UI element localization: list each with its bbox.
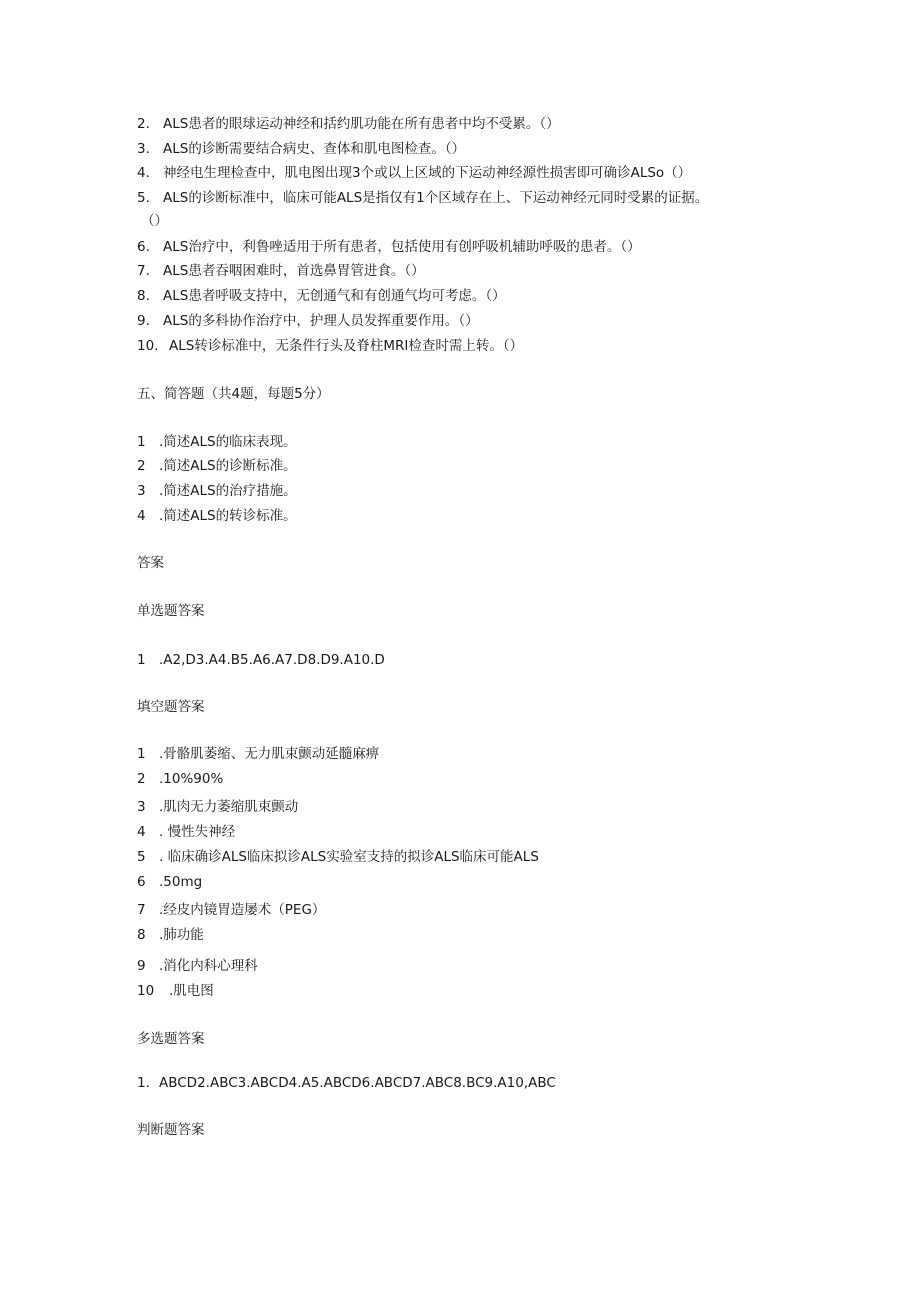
answers-heading: 答案 <box>137 555 164 571</box>
question-number: 10. <box>137 338 159 354</box>
item-number: 2 <box>137 771 146 787</box>
answer-text: .肌电图 <box>169 983 214 999</box>
item-number: 2 <box>137 458 146 474</box>
question-continuation <box>141 211 168 231</box>
fill-blank-item <box>137 956 258 976</box>
answer-text: .骨骼肌萎缩、无力肌束颤动延髓麻痹 <box>159 746 380 762</box>
question-item <box>137 336 523 356</box>
item-text: .简述ALS的转诊标准。 <box>159 508 297 524</box>
question-text: ALS治疗中，利鲁唑适用于所有患者，包括使用有创呼吸机辅助呼吸的患者。（） <box>163 239 641 255</box>
item-text: .简述ALS的临床表现。 <box>159 434 297 450</box>
question-number: 2. <box>137 116 150 132</box>
item-number: 3 <box>137 799 146 815</box>
fill-blank-item <box>137 981 214 1001</box>
answer-text: . 临床确诊ALS临床拟诊ALS实验室支持的拟诊ALS临床可能ALS <box>159 849 539 865</box>
item-text: .简述ALS的治疗措施。 <box>159 483 297 499</box>
answer-text: .消化内科心理科 <box>159 958 258 974</box>
fill-blank-item <box>137 822 235 842</box>
question-text: 神经电生理检查中，肌电图出现3个或以上区域的下运动神经源性损害即可确诊ALSo（） <box>163 165 692 181</box>
item-number: 7 <box>137 902 146 918</box>
question-item <box>137 114 560 134</box>
fill-blank-heading: 填空题答案 <box>137 699 205 715</box>
question-number: 3. <box>137 141 150 157</box>
single-choice-heading: 单选题答案 <box>137 603 205 619</box>
answer-text: . 慢性失神经 <box>159 824 236 840</box>
fill-blank-item <box>137 769 223 789</box>
answer-text: .10%90% <box>159 771 224 787</box>
question-number: 8. <box>137 288 150 304</box>
question-text: ALS患者吞咽困难时，首选鼻胃管进食。（） <box>163 263 425 279</box>
item-number: 6 <box>137 874 146 890</box>
fill-blank-item <box>137 925 204 945</box>
item-number: 3 <box>137 483 146 499</box>
answer-text: ABCD2.ABC3.ABCD4.A5.ABCD6.ABCD7.ABC8.BC9.A10,ABC <box>159 1075 556 1091</box>
question-number: 6. <box>137 239 150 255</box>
question-item <box>137 261 425 281</box>
item-text: .简述ALS的诊断标准。 <box>159 458 297 474</box>
question-text: ALS的诊断需要结合病史、查体和肌电图检查。（） <box>163 141 466 157</box>
question-item <box>137 163 691 183</box>
fill-blank-item <box>137 900 325 920</box>
question-number: 7. <box>137 263 150 279</box>
item-number: 1. <box>137 1075 150 1091</box>
answer-text: .经皮内镜胃造屡术（PEG） <box>159 902 326 918</box>
answer-text: .肌肉无力萎缩肌束颤动 <box>159 799 299 815</box>
item-number: 8 <box>137 927 146 943</box>
item-number: 4 <box>137 508 146 524</box>
question-item <box>137 139 465 159</box>
fill-blank-item <box>137 872 202 892</box>
question-item <box>137 188 708 208</box>
short-answer-item <box>137 456 297 476</box>
question-text: （） <box>141 213 168 229</box>
multi-choice-heading: 多选题答案 <box>137 1031 205 1047</box>
question-text: ALS患者呼吸支持中，无创通气和有创通气均可考虑。（） <box>163 288 506 304</box>
answer-text: .50mg <box>159 874 203 890</box>
item-number: 1 <box>137 434 146 450</box>
question-number: 9. <box>137 313 150 329</box>
question-number: 5. <box>137 190 150 206</box>
item-number: 1 <box>137 746 146 762</box>
question-text: ALS转诊标准中，无条件行头及脊柱MRI检查时需上转。（） <box>169 338 524 354</box>
fill-blank-item <box>137 797 298 817</box>
item-number: 4 <box>137 824 146 840</box>
item-number: 10 <box>137 983 155 999</box>
judge-answers-heading: 判断题答案 <box>137 1122 205 1138</box>
item-number: 1 <box>137 652 146 668</box>
fill-blank-item <box>137 847 539 867</box>
section-heading: 五、简答题（共4题，每题5分） <box>137 386 330 402</box>
question-number: 4. <box>137 165 150 181</box>
question-item <box>137 237 641 257</box>
single-choice-answers <box>137 650 385 670</box>
fill-blank-item <box>137 744 379 764</box>
multi-choice-answers <box>137 1073 556 1093</box>
short-answer-item <box>137 481 297 501</box>
item-number: 9 <box>137 958 146 974</box>
question-text: ALS的诊断标准中，临床可能ALS是指仅有1个区域存在上、下运动神经元同时受累的证据。 <box>163 190 709 206</box>
question-text: ALS的多科协作治疗中，护理人员发挥重要作用。（） <box>163 313 479 329</box>
item-number: 5 <box>137 849 146 865</box>
answer-text: .肺功能 <box>159 927 204 943</box>
answer-text: .A2,D3.A4.B5.A6.A7.D8.D9.A10.D <box>159 652 385 668</box>
short-answer-item <box>137 432 297 452</box>
short-answer-item <box>137 506 297 526</box>
question-item <box>137 311 479 331</box>
question-item <box>137 286 506 306</box>
question-text: ALS患者的眼球运动神经和括约肌功能在所有患者中均不受累。（） <box>163 116 560 132</box>
